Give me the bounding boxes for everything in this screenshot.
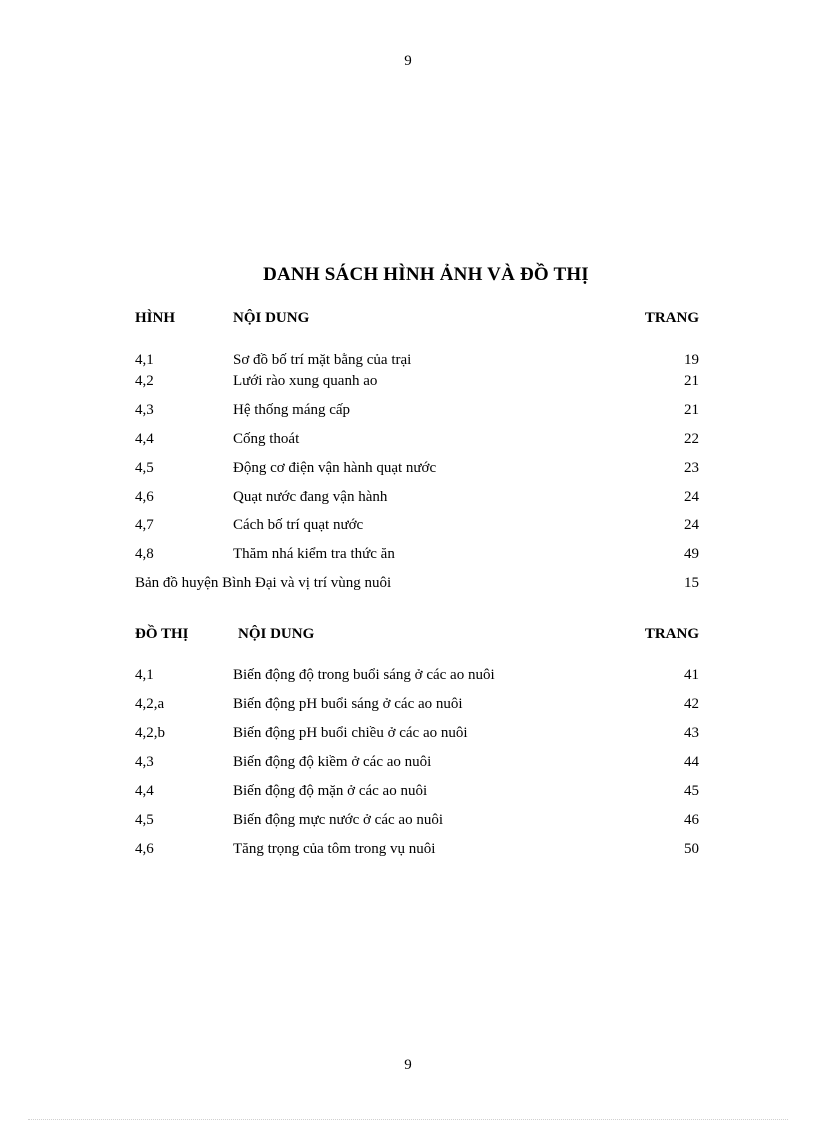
figure-row: [135, 517, 699, 537]
graph-content: Tăng trọng của tôm trong vụ nuôi: [233, 841, 436, 857]
figure-row: [135, 546, 699, 566]
figure-row: [135, 402, 699, 422]
page-number-top: 9: [404, 53, 412, 69]
figure-row: [135, 489, 699, 509]
figures-header-code: HÌNH: [135, 310, 176, 326]
figure-row: [135, 431, 699, 451]
map-row: [135, 575, 699, 595]
page-title: DANH SÁCH HÌNH ẢNH VÀ ĐỒ THỊ: [263, 264, 589, 285]
graph-code: 4,2,a: [135, 696, 165, 712]
graph-code: 4,2,b: [135, 725, 165, 741]
figure-page: 49: [684, 546, 699, 562]
figure-page: 22: [684, 431, 699, 447]
figure-code: 4,3: [135, 402, 154, 418]
figure-row: [135, 352, 699, 372]
graph-page: 50: [684, 841, 699, 857]
graph-page: 43: [684, 725, 699, 741]
graph-code: 4,3: [135, 754, 154, 770]
figure-code: 4,2: [135, 373, 154, 389]
figures-header: [135, 310, 699, 330]
graph-page: 44: [684, 754, 699, 770]
figure-content: Lưới rào xung quanh ao: [233, 373, 378, 389]
graphs-header-code: ĐỒ THỊ: [135, 626, 189, 642]
graph-page: 41: [684, 667, 699, 683]
figures-header-content: NỘI DUNG: [233, 310, 310, 326]
figure-row: [135, 373, 699, 393]
graph-content: Biến động pH buổi chiều ở các ao nuôi: [233, 725, 468, 741]
graph-page: 46: [684, 812, 699, 828]
graph-page: 45: [684, 783, 699, 799]
figure-code: 4,8: [135, 546, 154, 562]
figure-code: 4,7: [135, 517, 154, 533]
graph-row: [135, 754, 699, 774]
figure-page: 21: [684, 402, 699, 418]
figure-row: [135, 460, 699, 480]
map-content: Bản đồ huyện Bình Đại và vị trí vùng nuôi: [135, 575, 392, 591]
graph-content: Biến động độ kiềm ở các ao nuôi: [233, 754, 432, 770]
graph-row: [135, 696, 699, 716]
graph-content: Biến động độ mặn ở các ao nuôi: [233, 783, 428, 799]
figure-code: 4,1: [135, 352, 154, 368]
graph-content: Biến động độ trong buổi sáng ở các ao nuôi: [233, 667, 495, 683]
figure-content: Cách bố trí quạt nước: [233, 517, 364, 533]
figure-page: 19: [684, 352, 699, 368]
graphs-header-content: NỘI DUNG: [238, 626, 315, 642]
graph-row: [135, 783, 699, 803]
figure-content: Sơ đồ bố trí mặt bằng của trại: [233, 352, 412, 368]
figure-page: 24: [684, 517, 699, 533]
graph-row: [135, 667, 699, 687]
footer-divider: [28, 1119, 788, 1120]
figure-content: Quạt nước đang vận hành: [233, 489, 388, 505]
graph-code: 4,6: [135, 841, 154, 857]
page-number-bottom: 9: [404, 1057, 412, 1073]
figure-content: Cống thoát: [233, 431, 300, 447]
figure-page: 21: [684, 373, 699, 389]
graph-page: 42: [684, 696, 699, 712]
graph-content: Biến động mực nước ở các ao nuôi: [233, 812, 443, 828]
graph-row: [135, 812, 699, 832]
graph-content: Biến động pH buổi sáng ở các ao nuôi: [233, 696, 463, 712]
figure-code: 4,4: [135, 431, 154, 447]
graph-code: 4,5: [135, 812, 154, 828]
figure-code: 4,6: [135, 489, 154, 505]
graph-row: [135, 725, 699, 745]
graphs-header: [135, 626, 699, 646]
figure-content: Thăm nhá kiểm tra thức ăn: [233, 546, 395, 562]
graph-row: [135, 841, 699, 861]
map-page: 15: [684, 575, 699, 591]
figure-content: Động cơ điện vận hành quạt nước: [233, 460, 437, 476]
graphs-header-page: TRANG: [644, 626, 699, 642]
graph-code: 4,4: [135, 783, 154, 799]
figure-content: Hệ thống máng cấp: [233, 402, 351, 418]
graph-code: 4,1: [135, 667, 154, 683]
figure-code: 4,5: [135, 460, 154, 476]
figures-header-page: TRANG: [644, 310, 699, 326]
figure-page: 24: [684, 489, 699, 505]
figure-page: 23: [684, 460, 699, 476]
